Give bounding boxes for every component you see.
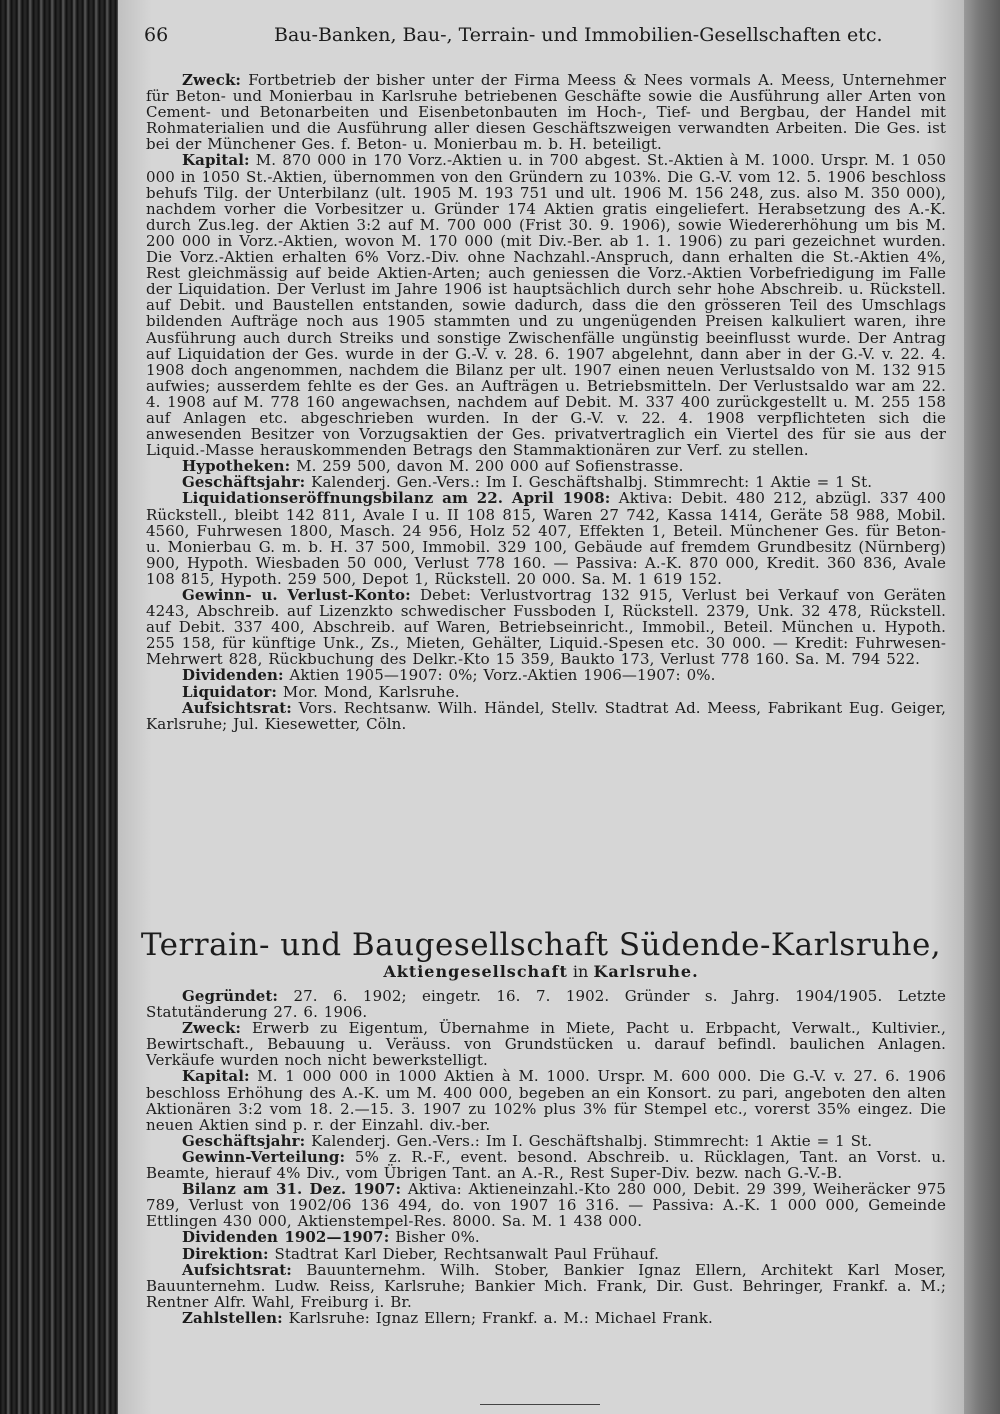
section-geschaeftsjahr xyxy=(146,474,946,490)
section-text: Karlsruhe: Ignaz Ellern; Frankf. a. M.: Michael Frank. xyxy=(288,1308,713,1327)
company-heading: Terrain- und Baugesellschaft Südende-Karlsruhe, xyxy=(140,927,942,963)
section-label: Direktion: xyxy=(182,1244,269,1263)
section-text: Kalenderj. Gen.-Vers.: Im I. Geschäftshalbj. Stimmrecht: 1 Aktie = 1 St. xyxy=(311,1131,873,1150)
section-hypotheken xyxy=(146,458,946,474)
section-label: Aufsichtsrat: xyxy=(182,1260,292,1279)
section-text: Vors. Rechtsanw. Wilh. Händel, Stellv. Stadtrat Ad. Meess, Fabrikant Eug. Geiger, Karlsruhe; Jul. Kiesewetter, Cöln. xyxy=(146,698,946,733)
section-text: Stadtrat Karl Dieber, Rechtsanwalt Paul Frühauf. xyxy=(274,1244,660,1263)
company-entry-meess-nees xyxy=(146,72,946,732)
section-label: Gewinn-Verteilung: xyxy=(182,1147,346,1166)
section-text: Bisher 0%. xyxy=(395,1228,480,1247)
section-text: Fortbetrieb der bisher unter der Firma Meess & Nees vormals A. Meess, Unternehmer für Beton- und Monierbau in Karlsruhe betriebenen Geschäfte sowie die Ausführung aller Arten von Cement- und Betonarbeiten und Eisenbetonbauten im Hoch-, Tief- und Bergbau, der Handel mit Rohmaterialien und die Ausführung aller diesen Geschäftszweigen verwandten Arbeiten. Die Ges. ist bei der Münchener Ges. f. Beton- u. Monierbau m. b. H. beteiligt. xyxy=(146,71,946,154)
section-direktion xyxy=(146,1246,946,1262)
section-dividenden xyxy=(146,1229,946,1245)
section-label: Aufsichtsrat: xyxy=(182,698,292,717)
company-subheading xyxy=(118,962,964,982)
page-header xyxy=(144,20,944,50)
section-label: Gegründet: xyxy=(182,987,279,1005)
section-label: Dividenden 1902—1907: xyxy=(182,1228,390,1247)
section-label: Zweck: xyxy=(182,71,242,89)
section-kapital xyxy=(146,152,946,458)
section-label: Geschäftsjahr: xyxy=(182,1131,306,1150)
section-text: 5% z. R.-F., event. besond. Abschreib. u. Rücklagen, Tant. an Vorst. u. Beamte, hierauf 4% Div., vom Übrigen Tant. an A.-R., Rest Super-Div. bezw. nach G.-V.-B. xyxy=(146,1147,947,1183)
company-in: in xyxy=(572,962,589,981)
section-zweck xyxy=(146,1020,946,1068)
company-entry-suedende xyxy=(146,988,946,1326)
section-label: Kapital: xyxy=(182,1067,250,1086)
section-label: Zahlstellen: xyxy=(182,1308,283,1327)
section-text: Bauunternehm. Wilh. Stober, Bankier Ignaz Ellern, Architekt Karl Moser, Bauunternehm. Ludw. Reiss, Karlsruhe; Bankier Mich. Frank, Dir. Gust. Behringer, Frankf. a. M.; Rentner Alfr. Wahl, Freiburg i. Br. xyxy=(146,1260,946,1311)
section-divider xyxy=(480,1404,600,1405)
company-legal-form: Aktiengesellschaft xyxy=(383,962,568,981)
section-bilanz xyxy=(146,1181,946,1229)
section-gewinn-verlust xyxy=(146,587,946,667)
section-label: Kapital: xyxy=(182,151,250,170)
section-label: Bilanz am 31. Dez. 1907: xyxy=(182,1180,402,1199)
section-text: Aktiva: Debit. 480 212, abzügl. 337 400 Rückstell., bleibt 142 811, Avale I u. II 108 815, Waren 27 742, Kassa 1414, Geräte 58 988, Mobil. 4560, Fuhrwesen 1800, Masch. 24 956, Holz 52 407, Effekten 1, Beteil. Münchener Ges. für Beton- u. Monierbau G. m. b. H. 37 500, Immobil. 329 100, Gebäude auf fremdem Grundbesitz (Nürnberg) 900, Hypoth. Wiesbaden 50 000, Verlust 778 160. — Passiva: A.-K. 870 000, Kredit. 360 836, Avale 108 815, Hypoth. 259 500, Depot 1, Rückstell. 20 000. Sa. M. 1 619 152. xyxy=(146,489,946,588)
section-label: Liquidationseröffnungsbilanz am 22. April 1908: xyxy=(182,489,611,508)
section-label: Dividenden: xyxy=(182,666,284,685)
section-dividenden xyxy=(146,667,946,683)
section-text: Aktien 1905—1907: 0%; Vorz.-Aktien 1906—1907: 0%. xyxy=(289,666,716,685)
section-aufsichtsrat xyxy=(146,1262,946,1310)
page-number: 66 xyxy=(144,24,169,46)
section-text: M. 259 500, davon M. 200 000 auf Sofienstrasse. xyxy=(296,457,684,476)
section-label: Hypotheken: xyxy=(182,457,291,476)
section-text: Debet: Verlustvortrag 132 915, Verlust bei Verkauf von Geräten 4243, Abschreib. auf Lizenzkto schwedischer Fussboden I, Rückstell. 2379, Unk. 32 478, Rückstell. auf Debit. 337 400, Abschreib. auf Waren, Betriebseinricht., Immobil., Beteil. München u. Hypoth. 255 158, für künftige Unk., Zs., Mieten, Gehälter, Liquid.-Spesen etc. 30 000. — Kredit: Fuhrwesen-Mehrwert 828, Rückbuchung des Delkr.-Kto 15 359, Baukto 173, Verlust 778 160. Sa. M. 794 522. xyxy=(146,586,947,669)
section-text: Aktiva: Aktieneinzahl.-Kto 280 000, Debit. 29 399, Weiheräcker 975 789, Verlust von 1902/06 136 494, do. von 1907 16 316. — Passiva: A.-K. 1 000 000, Gemeinde Ettlingen 430 000, Aktienstempel-Res. 8000. Sa. M. 1 438 000. xyxy=(146,1180,946,1231)
document-page xyxy=(118,0,964,1414)
section-text: Erwerb zu Eigentum, Übernahme in Miete, Pacht u. Erbpacht, Verwalt., Kultivier., Bewirtschaft., Bebauung u. Veräuss. von Grundstücken u. darauf befindl. baulichen Anlagen. Verkäufe wurden noch nicht bewerkstelligt. xyxy=(146,1019,946,1070)
page-right-edge xyxy=(964,0,1000,1414)
section-gewinn-verteilung xyxy=(146,1149,946,1181)
section-zweck xyxy=(146,72,946,152)
running-title: Bau-Banken, Bau-, Terrain- und Immobilien-Gesellschaften etc. xyxy=(274,24,883,46)
section-zahlstellen xyxy=(146,1310,946,1326)
section-label: Liquidator: xyxy=(182,682,278,701)
section-liquidationsbilanz xyxy=(146,490,946,587)
section-aufsichtsrat xyxy=(146,700,946,732)
book-binding-edge xyxy=(0,0,118,1414)
section-text: M. 870 000 in 170 Vorz.-Aktien u. in 700 abgest. St.-Aktien à M. 1000. Urspr. M. 1 050 000 in 1050 St.-Aktien, übernommen von den Gründern zu 103%. Die G.-V. vom 12. 5. 1906 beschloss behufs Tilg. der Unterbilanz (ult. 1905 M. 193 751 und ult. 1906 M. 156 248, zus. also M. 350 000), nachdem vorher die Vorbesitzer u. Gründer 174 Aktien gratis eingeliefert. Herabsetzung des A.-K. durch Zus.leg. der Aktien 3:2 auf M. 700 000 (Frist 30. 9. 1906), sowie Wiedererhöhung um bis M. 200 000 in Vorz.-Aktien, wovon M. 170 000 (mit Div.-Ber. ab 1. 1. 1906) zu pari gezeichnet wurden. Die Vorz.-Aktien erhalten 6% Vorz.-Div. ohne Nachzahl.-Anspruch, dann erhalten die St.-Aktien 4%, Rest gleichmässig auf beide Aktien-Arten; auch geniessen die Vorz.-Aktien Vorbefriedigung im Falle der Liquidation. Der Verlust im Jahre 1906 ist hauptsächlich durch sehr hohe Abschreib. u. Rückstell. auf Debit. und Baustellen entstanden, sowie dadurch, dass die den grösseren Teil des Umschlags bildenden Aufträge noch aus 1905 stammten und zu ungenügenden Preisen kalkuliert waren, ihre Ausführung auch durch Streiks und sonstige Zwischenfälle ungünstig beeinflusst wurde. Der Antrag auf Liquidation der Ges. wurde in der G.-V. v. 28. 6. 1907 abgelehnt, dann aber in der G.-V. v. 22. 4. 1908 doch angenommen, nachdem die Bilanz per ult. 1907 einen neuen Verlustsaldo von M. 132 915 aufwies; ausserdem fehlte es der Ges. an Aufträgen u. Betriebsmitteln. Der Verlustsaldo war am 22. 4. 1908 auf M. 778 160 angewachsen, nachdem auf Debit. M. 337 400 zurückgestellt u. M. 255 158 auf Anlagen etc. abgeschrieben wurden. In der G.-V. v. 22. 4. 1908 verpflichteten sich die anwesenden Besitzer von Vorzugsaktien der Ges. privatvertraglich ein Viertel des für sie aus der Liquid.-Masse herauskommenden Betrags den Stammaktionären zur Verf. zu stellen. xyxy=(146,151,946,460)
section-gegruendet xyxy=(146,988,946,1020)
section-label: Zweck: xyxy=(182,1019,242,1038)
section-text: M. 1 000 000 in 1000 Aktien à M. 1000. Urspr. M. 600 000. Die G.-V. v. 27. 6. 1906 beschloss Erhöhung des A.-K. um M. 400 000, begeben an ein Konsort. zu pari, angeboten den alten Aktionären 3:2 vom 18. 2.—15. 3. 1907 zu 102% plus 3% für Stempel etc., vorerst 35% eingez. Die neuen Aktien sind p. r. der Einzahl. div.-ber. xyxy=(146,1067,946,1134)
section-liquidator xyxy=(146,684,946,700)
section-label: Gewinn- u. Verlust-Konto: xyxy=(182,586,411,604)
section-kapital xyxy=(146,1068,946,1132)
company-city: Karlsruhe. xyxy=(593,962,699,981)
section-label: Geschäftsjahr: xyxy=(182,473,306,492)
section-text: Kalenderj. Gen.-Vers.: Im I. Geschäftshalbj. Stimmrecht: 1 Aktie = 1 St. xyxy=(311,473,873,492)
section-text: 27. 6. 1902; eingetr. 16. 7. 1902. Gründer s. Jahrg. 1904/1905. Letzte Statutänderung 27. 6. 1906. xyxy=(146,987,946,1022)
section-geschaeftsjahr xyxy=(146,1133,946,1149)
section-text: Mor. Mond, Karlsruhe. xyxy=(282,682,460,701)
